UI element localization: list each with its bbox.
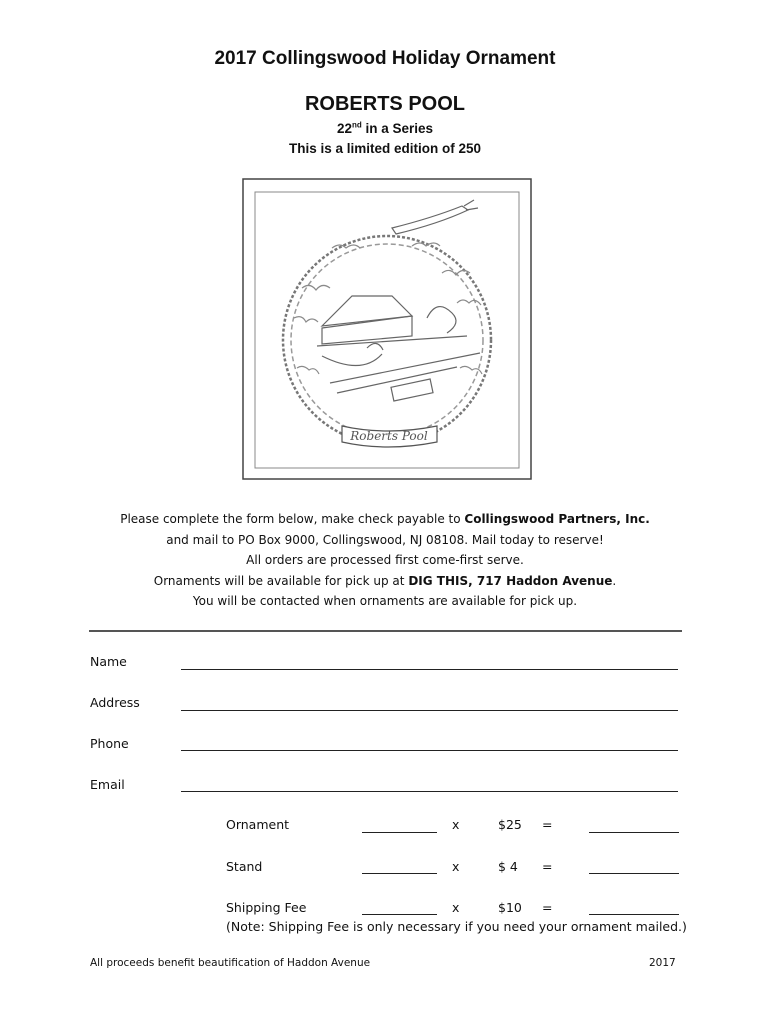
stand-total-field[interactable]	[589, 873, 679, 874]
times-sign: x	[452, 900, 460, 915]
unit-price: $ 4	[498, 859, 518, 874]
series-number: 22	[336, 121, 352, 136]
equals-sign: =	[542, 817, 553, 832]
instructions-line-5: You will be contacted when ornaments are available for pick up.	[192, 594, 578, 608]
equals-sign: =	[542, 900, 553, 915]
phone-label: Phone	[90, 736, 129, 751]
phone-field[interactable]	[181, 750, 678, 751]
instructions-line-4	[0, 571, 770, 592]
name-label: Name	[90, 654, 127, 669]
series-text: in a Series	[361, 121, 434, 136]
order-row-stand	[0, 859, 770, 879]
address-field[interactable]	[181, 710, 678, 711]
ornament-total-field[interactable]	[589, 832, 679, 833]
instructions-line-3: All orders are processed first come-first serve.	[246, 553, 524, 567]
ornament-drawing-icon	[242, 178, 532, 484]
ornament-name: ROBERTS POOL	[304, 93, 465, 115]
series-suffix: nd	[351, 120, 362, 130]
order-row-ornament	[0, 817, 770, 837]
equals-sign: =	[542, 859, 553, 874]
email-field[interactable]	[181, 791, 678, 792]
event-title: 2017 Collingswood Holiday Ornament	[214, 48, 556, 69]
times-sign: x	[452, 817, 460, 832]
stand-quantity-field[interactable]	[362, 873, 437, 874]
order-row-shipping	[0, 900, 770, 920]
ornament-quantity-field[interactable]	[362, 832, 437, 833]
instr-line1-pre: Please complete the form below, make check payable to	[120, 512, 465, 526]
address-label: Address	[90, 695, 140, 710]
order-item-label: Ornament	[226, 817, 290, 832]
footer-year: 2017	[649, 957, 676, 969]
times-sign: x	[452, 859, 460, 874]
pickup-location: DIG THIS, 717 Haddon Avenue	[408, 573, 613, 588]
order-item-label: Shipping Fee	[226, 900, 307, 915]
instructions-line-1	[0, 509, 770, 530]
shipping-note: (Note: Shipping Fee is only necessary if you need your ornament mailed.)	[226, 919, 687, 934]
instructions-line-2: and mail to PO Box 9000, Collingswood, NJ 08108. Mail today to reserve!	[166, 532, 604, 547]
edition-line: This is a limited edition of 250	[288, 141, 482, 156]
section-divider	[89, 630, 682, 632]
artwork-banner-text: Roberts Pool	[350, 429, 428, 443]
footer-left: All proceeds benefit beautification of Haddon Avenue	[90, 957, 371, 969]
unit-price: $10	[498, 900, 522, 915]
instr-line4-post: .	[612, 573, 617, 588]
series-line	[0, 121, 770, 136]
payee-name: Collingswood Partners, Inc.	[464, 512, 650, 526]
shipping-quantity-field[interactable]	[362, 914, 437, 915]
unit-price: $25	[498, 817, 522, 832]
shipping-total-field[interactable]	[589, 914, 679, 915]
order-item-label: Stand	[226, 859, 263, 874]
instructions	[0, 509, 770, 612]
email-label: Email	[90, 777, 125, 792]
name-field[interactable]	[181, 669, 678, 670]
instr-line4-pre: Ornaments will be available for pick up at	[153, 573, 409, 588]
